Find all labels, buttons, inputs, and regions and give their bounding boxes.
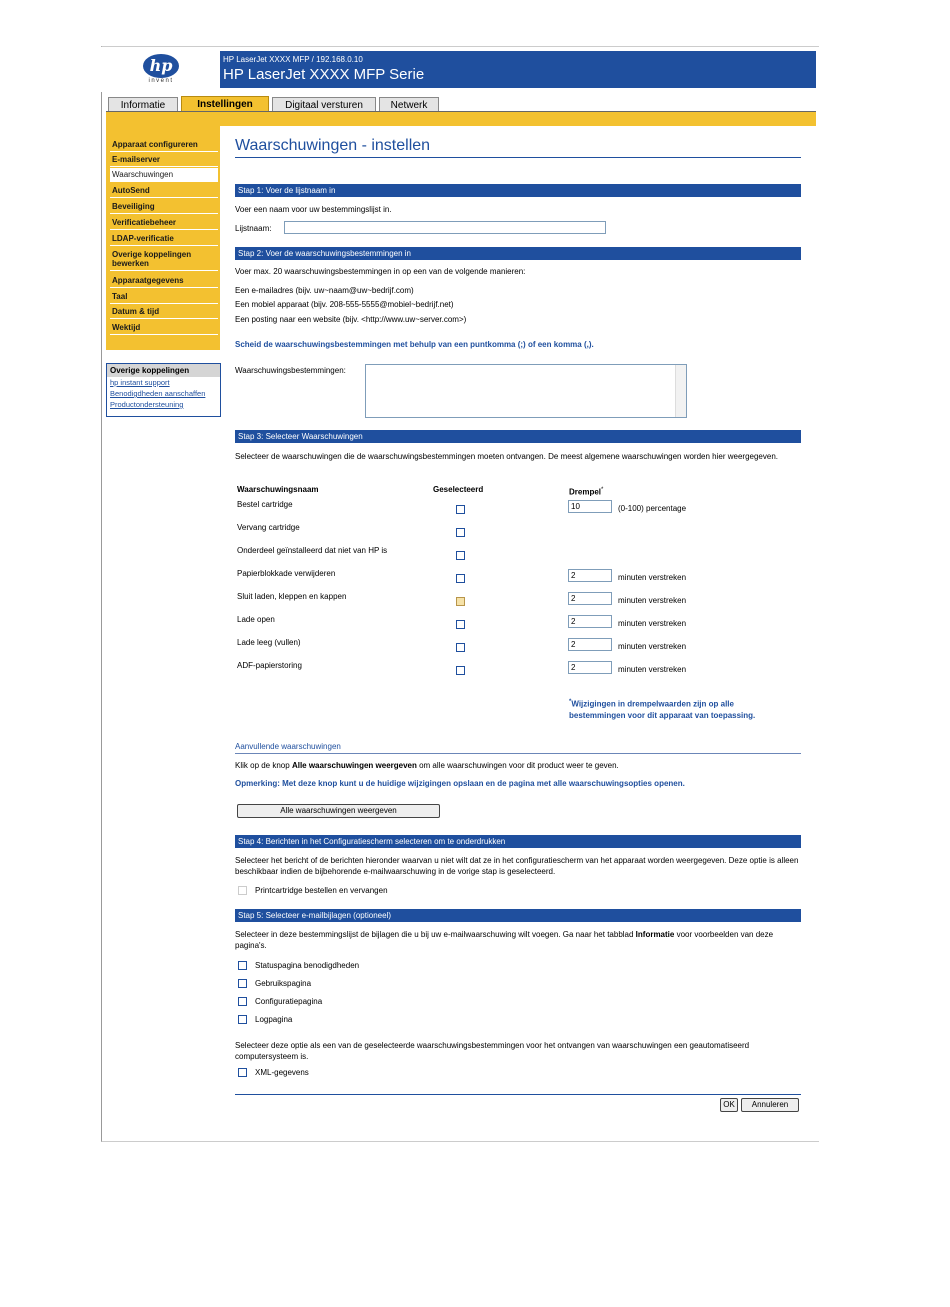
step3-description: Selecteer de waarschuwingen die de waarschuwingsbestemmingen moeten ontvangen. De meest algemene waarschuwingen worden hier weergegeven. <box>235 452 778 461</box>
threshold-input[interactable]: 10 <box>568 500 612 513</box>
xml-label: XML-gegevens <box>255 1068 309 1077</box>
additional-post: om alle waarschuwingen voor dit product weer te geven. <box>416 761 619 770</box>
col-header-selected: Geselecteerd <box>433 485 484 494</box>
website-example: Een posting naar een website (bijv. <http://www.uw~server.com>) <box>235 315 467 324</box>
threshold-input[interactable]: 2 <box>568 615 612 628</box>
alert-checkbox[interactable] <box>456 528 465 537</box>
link-hp-instant-support[interactable]: hp instant support <box>110 378 170 387</box>
bottom-divider <box>235 1094 801 1095</box>
step1-description: Voer een naam voor uw bestemmingslijst in. <box>235 205 392 214</box>
sidebar-item-autosend[interactable]: AutoSend <box>110 184 218 198</box>
sidebar-item-waarschuwingen[interactable]: Waarschuwingen <box>110 168 218 182</box>
step4-header: Stap 4: Berichten in het Configuratiescherm selecteren om te onderdrukken <box>235 835 801 848</box>
xml-description: Selecteer deze optie als een van de geselecteerde waarschuwingsbestemmingen voor het ontvangen van waarschuwingen een geautomatiseerd computersysteem is. <box>235 1041 750 1061</box>
alert-name: Lade leeg (vullen) <box>237 638 301 647</box>
separator-note: Scheid de waarschuwingsbestemmingen met behulp van een puntkomma (;) of een komma (,). <box>235 340 594 349</box>
destinations-textarea[interactable] <box>365 364 687 418</box>
attachment-label: Gebruikspagina <box>255 979 312 988</box>
step4-description: Selecteer het bericht of de berichten hieronder waarvan u niet wilt dat ze in het configuratiescherm van het apparaat worden weergegeven. Deze optie is alleen beschikbaar indien de bijbehorende e-mailwaarschuwing in de vorige stap is geselecteerd. <box>235 856 799 876</box>
step5-header: Stap 5: Selecteer e-mailbijlagen (optioneel) <box>235 909 801 922</box>
footnote-line2: bestemmingen voor dit apparaat van toepassing. <box>569 710 756 720</box>
tab-bar <box>106 112 816 126</box>
threshold-input[interactable]: 2 <box>568 569 612 582</box>
tab-instellingen[interactable]: Instellingen <box>181 96 269 113</box>
hp-invent-tagline: invent <box>148 78 174 84</box>
sidebar-item-beveiliging[interactable]: Beveiliging <box>110 200 218 214</box>
sidebar-item-ldap-verificatie[interactable]: LDAP-verificatie <box>110 232 218 246</box>
device-subtitle: HP LaserJet XXXX MFP / 192.168.0.10 <box>223 55 363 64</box>
alert-checkbox[interactable] <box>456 643 465 652</box>
threshold-unit: (0-100) percentage <box>618 504 687 513</box>
page-title: Waarschuwingen - instellen <box>235 137 431 154</box>
other-links-box <box>106 363 221 417</box>
threshold-input[interactable]: 2 <box>568 661 612 674</box>
col-header-name: Waarschuwingsnaam <box>237 485 319 494</box>
alert-name: Vervang cartridge <box>237 523 300 532</box>
alert-name: ADF-papierstoring <box>237 661 302 670</box>
list-name-input[interactable] <box>284 221 606 234</box>
xml-checkbox[interactable] <box>238 1068 247 1077</box>
step5-desc-pre: Selecteer in deze bestemmingslijst de bijlagen die u bij uw e-mailwaarschuwing wilt voegen. Ga naar het tabblad <box>235 930 636 939</box>
additional-pre: Klik op de knop <box>235 761 292 770</box>
destinations-label: Waarschuwingsbestemmingen: <box>235 366 346 375</box>
attachment-label: Statuspagina benodigdheden <box>255 961 360 970</box>
tab-informatie[interactable]: Informatie <box>108 97 178 113</box>
footnote-mark: * <box>569 699 572 705</box>
additional-alerts-title: Aanvullende waarschuwingen <box>235 742 341 751</box>
ok-button[interactable]: OK <box>720 1098 738 1112</box>
step3-header: Stap 3: Selecteer Waarschuwingen <box>235 430 801 443</box>
alert-checkbox[interactable] <box>456 574 465 583</box>
threshold-input[interactable]: 2 <box>568 638 612 651</box>
sidebar-item-verificatiebeheer[interactable]: Verificatiebeheer <box>110 216 218 230</box>
suppress-option-label: Printcartridge bestellen en vervangen <box>255 886 388 895</box>
threshold-unit: minuten verstreken <box>618 573 687 582</box>
sidebar-item-apparaatgegevens[interactable]: Apparaatgegevens <box>110 274 218 288</box>
attachment-checkbox[interactable] <box>238 961 247 970</box>
additional-divider <box>235 753 801 754</box>
threshold-unit: minuten verstreken <box>618 665 687 674</box>
additional-bold: Alle waarschuwingen weergeven <box>291 761 417 770</box>
step5-desc-bold: Informatie <box>635 930 675 939</box>
step2-header: Stap 2: Voer de waarschuwingsbestemmingen in <box>235 247 801 260</box>
title-divider <box>235 157 801 158</box>
threshold-unit: minuten verstreken <box>618 642 687 651</box>
tab-digitaal-versturen[interactable]: Digitaal versturen <box>272 97 376 113</box>
alert-checkbox[interactable] <box>456 505 465 514</box>
additional-note: Opmerking: Met deze knop kunt u de huidige wijzigingen opslaan en de pagina met alle waarschuwingsopties openen. <box>235 779 685 788</box>
sidebar-item-overige-koppelingen-bewerken[interactable]: Overige koppelingen bewerken <box>110 248 218 271</box>
alert-checkbox[interactable] <box>456 597 465 606</box>
other-links-title: Overige koppelingen <box>107 364 220 377</box>
email-example: Een e-mailadres (bijv. uw~naam@uw~bedrijf.com) <box>235 286 414 295</box>
sidebar-item-taal[interactable]: Taal <box>110 290 218 304</box>
show-all-alerts-button[interactable]: Alle waarschuwingen weergeven <box>237 804 440 818</box>
alert-name: Onderdeel geïnstalleerd dat niet van HP is <box>237 546 388 555</box>
alert-name: Sluit laden, kleppen en kappen <box>237 592 347 601</box>
threshold-input[interactable]: 2 <box>568 592 612 605</box>
threshold-unit: minuten verstreken <box>618 596 687 605</box>
hp-logo-icon[interactable]: hp <box>143 54 179 78</box>
sidebar-item-apparaat-configureren[interactable]: Apparaat configureren <box>110 138 218 152</box>
additional-description <box>235 761 619 770</box>
cancel-button[interactable]: Annuleren <box>741 1098 799 1112</box>
alert-checkbox[interactable] <box>456 551 465 560</box>
step5-desc-post: voor voorbeelden van deze pagina's. <box>235 930 774 950</box>
sidebar-item-wektijd[interactable]: Wektijd <box>110 321 218 335</box>
suppress-checkbox[interactable] <box>238 886 247 895</box>
header-banner <box>220 51 816 88</box>
device-title: HP LaserJet XXXX MFP Serie <box>223 66 425 83</box>
attachment-label: Logpagina <box>255 1015 293 1024</box>
step2-description: Voer max. 20 waarschuwingsbestemmingen in op een van de volgende manieren: <box>235 267 526 276</box>
threshold-unit: minuten verstreken <box>618 619 687 628</box>
step1-header: Stap 1: Voer de lijstnaam in <box>235 184 801 197</box>
col-header-threshold <box>569 487 603 497</box>
alert-name: Lade open <box>237 615 275 624</box>
attachment-checkbox[interactable] <box>238 1015 247 1024</box>
alert-name: Bestel cartridge <box>237 500 293 509</box>
list-name-label: Lijstnaam: <box>235 224 272 233</box>
attachment-label: Configuratiepagina <box>255 997 323 1006</box>
step5-description <box>235 929 801 951</box>
attachment-checkbox[interactable] <box>238 979 247 988</box>
alert-checkbox[interactable] <box>456 620 465 629</box>
footnote-line1: Wijzigingen in drempelwaarden zijn op alle <box>571 699 734 709</box>
sidebar-item-e-mailserver[interactable]: E-mailserver <box>110 153 218 167</box>
link-benodigdheden-aanschaffen[interactable]: Benodigdheden aanschaffen <box>110 389 206 398</box>
mobile-example: Een mobiel apparaat (bijv. 208-555-5555@mobiel~bedrijf.net) <box>235 300 454 309</box>
link-productondersteuning[interactable]: Productondersteuning <box>110 400 184 409</box>
threshold-mark: * <box>601 487 604 493</box>
alert-name: Papierblokkade verwijderen <box>237 569 336 578</box>
attachment-checkbox[interactable] <box>238 997 247 1006</box>
threshold-label: Drempel <box>569 487 602 497</box>
alert-checkbox[interactable] <box>456 666 465 675</box>
threshold-footnote <box>569 697 755 721</box>
sidebar-item-datum-tijd[interactable]: Datum & tijd <box>110 305 218 319</box>
textarea-scrollbar[interactable] <box>675 365 686 417</box>
tab-netwerk[interactable]: Netwerk <box>379 97 439 113</box>
